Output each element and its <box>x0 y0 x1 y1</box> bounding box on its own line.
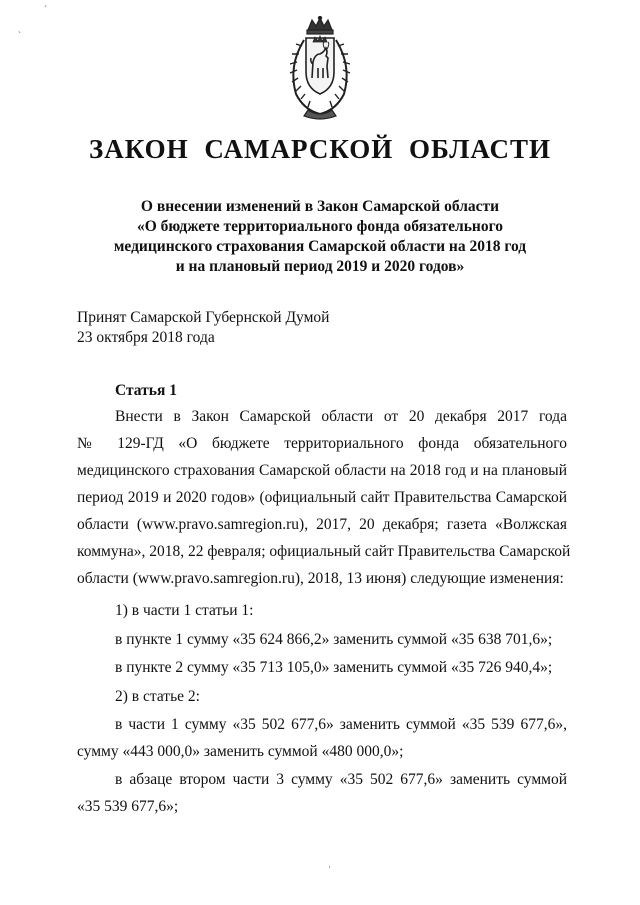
scan-mark: · <box>328 862 331 872</box>
adoption-date-line: 23 октября 2018 года <box>77 329 215 346</box>
article-heading: Статья 1 <box>115 382 177 399</box>
list-item: 1) в части 1 статьи 1: <box>115 602 254 619</box>
intro-paragraph <box>77 403 571 592</box>
subtitle-line: О внесении изменений в Закон Самарской области <box>140 198 500 215</box>
document-title: ЗАКОН САМАРСКОЙ ОБЛАСТИ <box>89 134 551 164</box>
coat-of-arms-emblem <box>282 16 358 120</box>
subtitle-line: и на плановый период 2019 и 2020 годов» <box>175 258 465 275</box>
list-item: в пункте 1 сумму «35 624 866,2» заменить суммой «35 638 701,6»; <box>115 631 553 648</box>
paragraph-line: в части 1 сумму «35 502 677,6» заменить суммой «35 539 677,6», <box>115 716 567 733</box>
paragraph-line: области (www.pravo.samregion.ru), 2017, 20 декабря; газета «Волжская <box>77 516 567 533</box>
list-item: 2) в статье 2: <box>115 688 200 705</box>
paragraph-line: «35 539 677,6»; <box>77 798 179 815</box>
list-item: в пункте 2 сумму «35 713 105,0» заменить суммой «35 726 940,4»; <box>115 659 553 676</box>
paragraph-line: № 129-ГД «О бюджете территориального фонда обязательного <box>77 435 567 452</box>
subtitle-line: медицинского страхования Самарской области на 2018 год <box>113 238 527 255</box>
paragraph-line: Внести в Закон Самарской области от 20 декабря 2017 года <box>115 408 567 425</box>
adoption-note <box>77 308 329 348</box>
paragraph-line: сумму «443 000,0» заменить суммой «480 000,0»; <box>77 743 404 760</box>
paragraph-line: области (www.pravo.samregion.ru), 2018, 13 июня) следующие изменения: <box>77 570 564 587</box>
part3-paragraph <box>77 766 567 820</box>
subtitle-line: «О бюджете территориального фонда обязательного <box>136 218 504 235</box>
adoption-body-line: Принят Самарской Губернской Думой <box>77 309 330 326</box>
scan-mark: ˊ <box>44 4 47 14</box>
paragraph-line: коммуна», 2018, 22 февраля; официальный сайт Правительства Самарской <box>77 543 571 560</box>
part1-paragraph <box>77 711 567 765</box>
paragraph-line: в абзаце втором части 3 сумму «35 502 677,6» заменить суммой <box>115 771 567 788</box>
paragraph-line: медицинского страхования Самарской области на 2018 год и на плановый <box>77 462 567 479</box>
paragraph-line: период 2019 и 2020 годов» (официальный сайт Правительства Самарской <box>77 489 567 506</box>
scan-mark: ˋ <box>18 30 21 40</box>
document-subtitle <box>60 197 580 277</box>
